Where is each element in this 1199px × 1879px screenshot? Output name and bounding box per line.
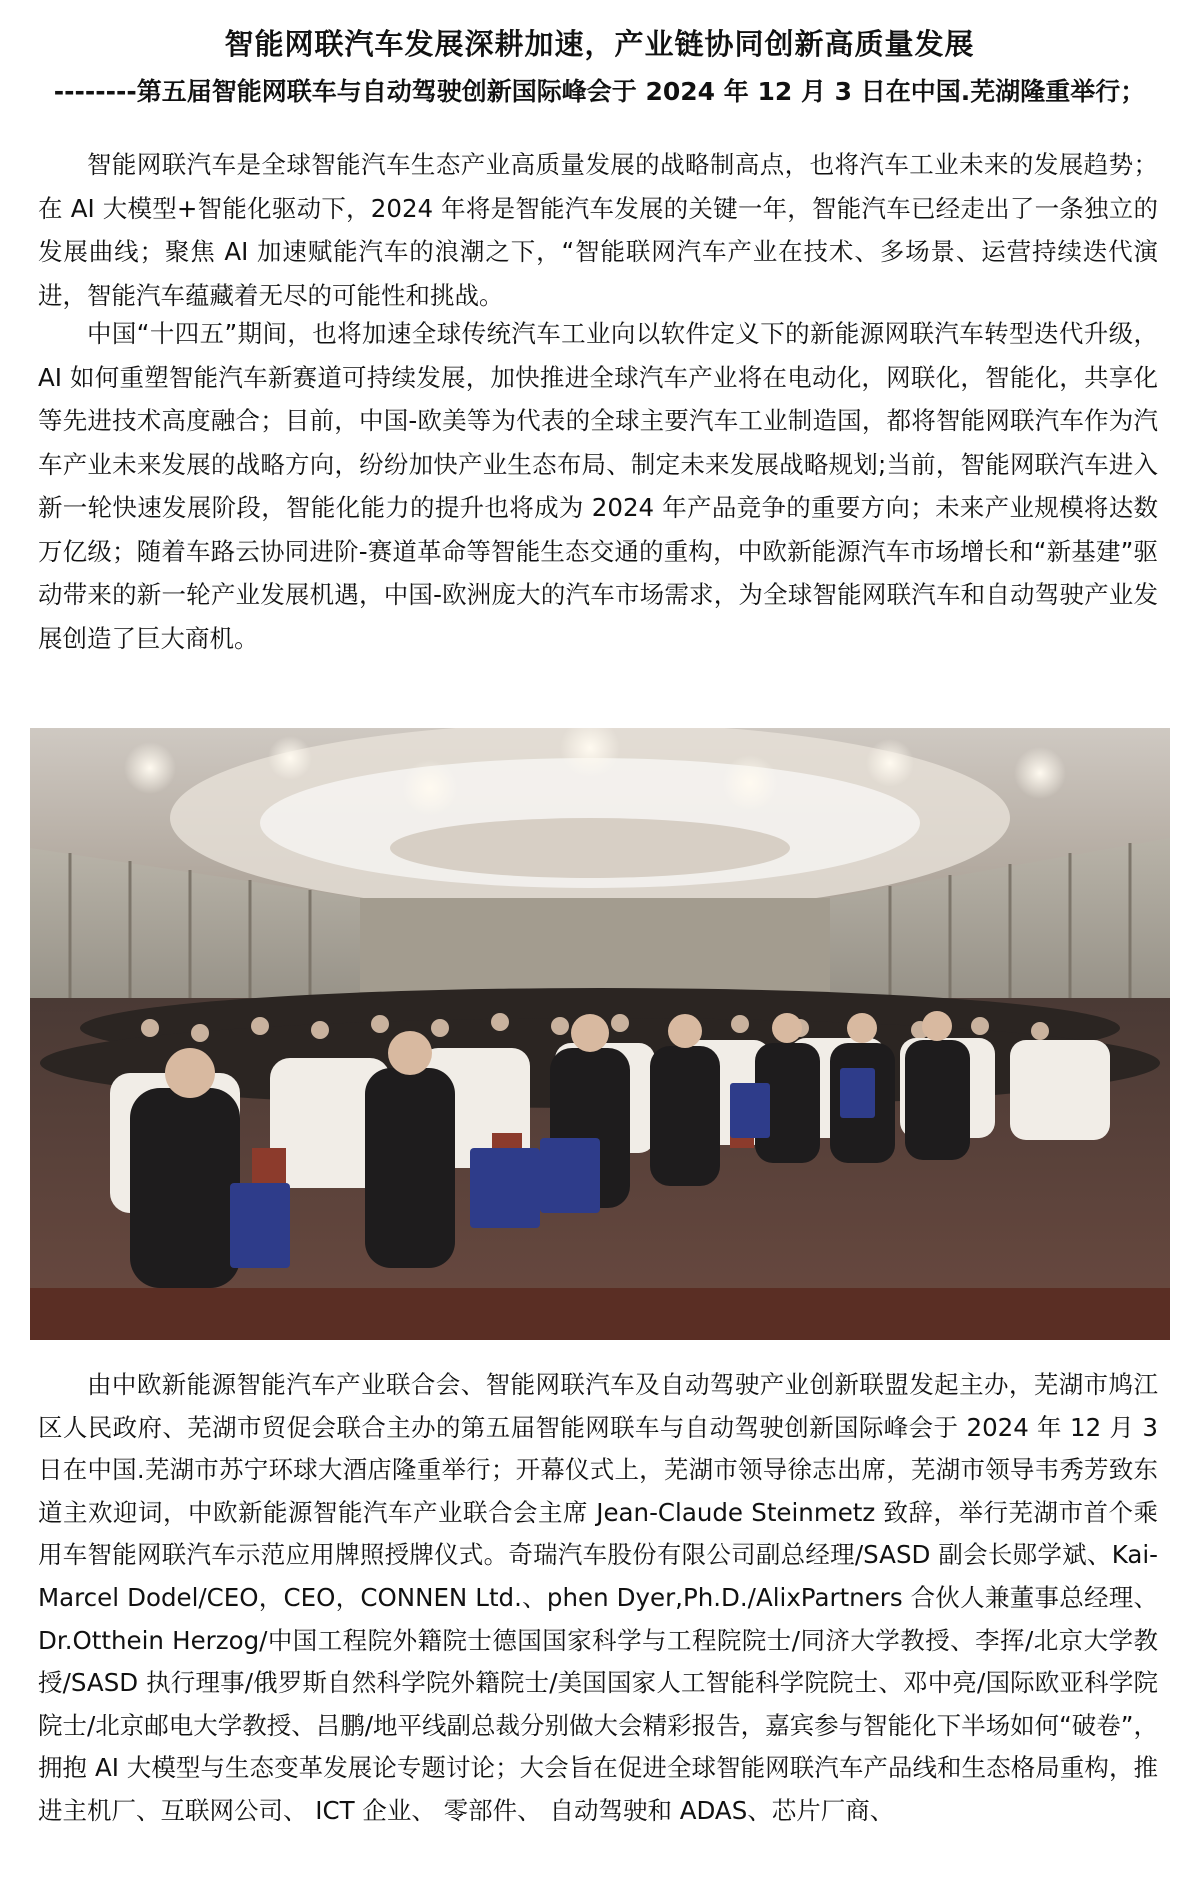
paragraph-intro: 智能网联汽车是全球智能汽车生态产业高质量发展的战略制高点，也将汽车工业未来的发展趋势；在 AI 大模型+智能化驱动下，2024 年将是智能汽车发展的关键一年，智能汽车已经走出了一条独立的发展曲线；聚焦 AI 加速赋能汽车的浪潮之下，“智能联网汽车产业在技术、多场景、运营持续迭代演进，智能汽车蕴藏着无尽的可能性和挑战。 [38,150,1158,310]
paragraph-event: 由中欧新能源智能汽车产业联合会、智能网联汽车及自动驾驶产业创新联盟发起主办，芜湖市鸠江区人民政府、芜湖市贸促会联合主办的第五届智能网联车与自动驾驶创新国际峰会于 2024 年 12 月 3 日在中国.芜湖市苏宁环球大酒店隆重举行；开幕仪式上，芜湖市领导徐志出席，芜湖市领导韦秀芳致东道主欢迎词，中欧新能源智能汽车产业联合会主席 Jean-Claude Steinmetz 致辞，举行芜湖市首个乘用车智能网联汽车示范应用牌照授牌仪式。奇瑞汽车股份有限公司副总经理/SASD 副会长郧学斌、Kai-Marcel Dodel/CEO，CEO，CONNEN Ltd.、phen Dyer,Ph.D./AlixPartners 合伙人兼董事总经理、Dr.Otthein Herzog/中国工程院外籍院士德国国家科学与工程院院士/同济大学教授、李挥/北京大学教授/SASD 执行理事/俄罗斯自然科学院外籍院士/美国国家人工智能科学院院士、邓中亮/国际欧亚科学院院士/北京邮电大学教授、吕鹏/地平线副总裁分别做大会精彩报告，嘉宾参与智能化下半场如何“破卷”，拥抱 AI 大模型与生态变革发展论专题讨论；大会旨在促进全球智能网联汽车产品线和生态格局重构，推进主机厂、互联网公司、 ICT 企业、 零部件、 自动驾驶和 ADAS、芯片厂商、 [38,1370,1158,1825]
article-subtitle: --------第五届智能网联车与自动驾驶创新国际峰会于 2024 年 12 月 3 日在中国.芜湖隆重举行； [53,77,1146,106]
article-title: 智能网联汽车发展深耕加速，产业链协同创新高质量发展 [224,27,975,61]
paragraph-context: 中国“十四五”期间，也将加速全球传统汽车工业向以软件定义下的新能源网联汽车转型迭代升级，AI 如何重塑智能汽车新赛道可持续发展，加快推进全球汽车产业将在电动化，网联化，智能化，共享化等先进技术高度融合；目前，中国-欧美等为代表的全球主要汽车工业制造国，都将智能网联汽车作为汽车产业未来发展的战略方向，纷纷加快产业生态布局、制定未来发展战略规划;当前，智能网联汽车进入新一轮快速发展阶段，智能化能力的提升也将成为 2024 年产品竞争的重要方向；未来产业规模将达数万亿级；随着车路云协同进阶-赛道革命等智能生态交通的重构，中欧新能源汽车市场增长和“新基建”驱动带来的新一轮产业发展机遇，中国-欧洲庞大的汽车市场需求，为全球智能网联汽车和自动驾驶产业发展创造了巨大商机。 [38,319,1158,653]
conference-photo [30,728,1170,1340]
